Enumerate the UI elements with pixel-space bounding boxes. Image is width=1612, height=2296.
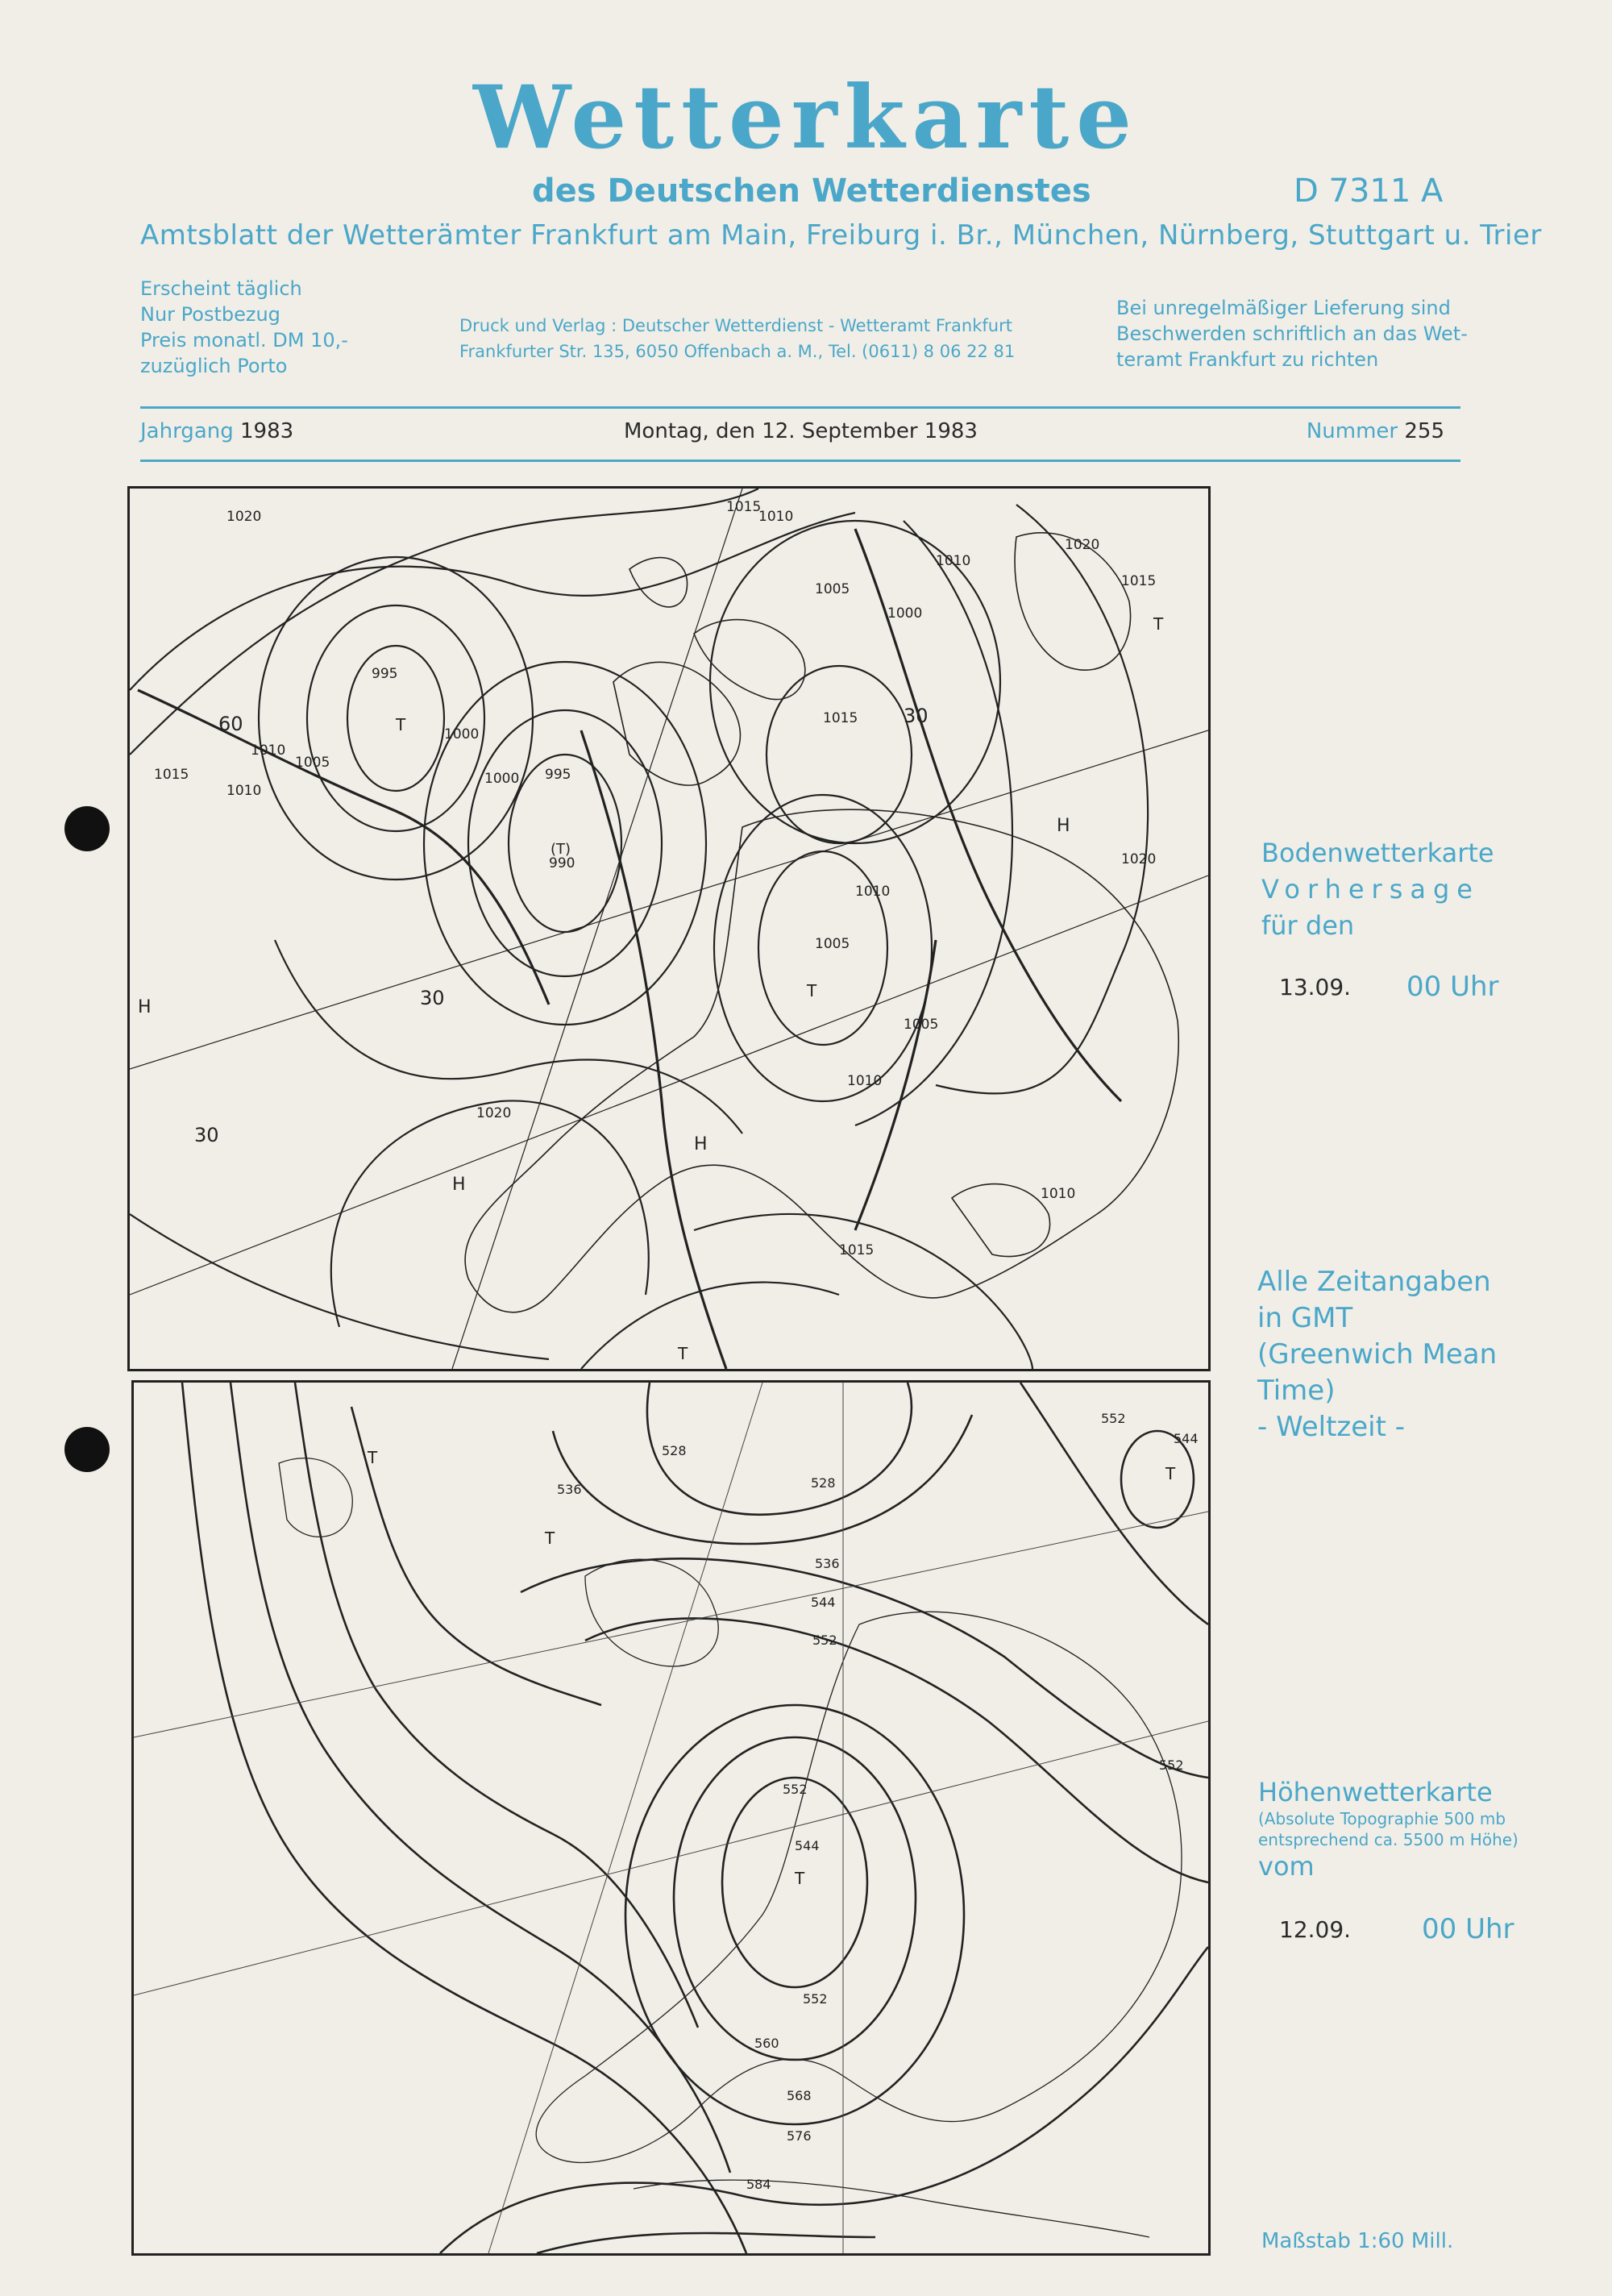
upper-map-caption bbox=[1258, 1776, 1519, 1882]
map-label: H bbox=[138, 997, 152, 1017]
contour bbox=[231, 1383, 730, 2173]
upper-map-date: 12.09. bbox=[1279, 1916, 1352, 1943]
map-label: H bbox=[694, 1134, 708, 1154]
map-label: 1015 bbox=[154, 767, 189, 783]
caption-detail: (Absolute Topographie 500 mb bbox=[1258, 1809, 1506, 1828]
isobar bbox=[936, 505, 1148, 1093]
document-code: D 7311 A bbox=[1294, 173, 1444, 210]
map-label: 1010 bbox=[251, 742, 286, 759]
contour bbox=[625, 1705, 964, 2124]
map-label: H bbox=[452, 1175, 466, 1195]
map-scale: Maßstab 1:60 Mill. bbox=[1261, 2229, 1454, 2253]
coast bbox=[279, 1458, 352, 1537]
note-line: Time) bbox=[1257, 1375, 1336, 1407]
map-label: 1015 bbox=[823, 710, 858, 726]
contour bbox=[521, 1558, 1208, 1778]
map-label: 1020 bbox=[476, 1105, 512, 1121]
map-label: 1010 bbox=[758, 509, 794, 525]
map-label: T bbox=[545, 1529, 555, 1548]
surface-fronts bbox=[138, 529, 1121, 1369]
masthead-title: Wetterkarte bbox=[473, 67, 1139, 168]
contour bbox=[351, 1407, 601, 1705]
grid-line bbox=[452, 489, 742, 1369]
info-line: Nur Postbezug bbox=[140, 303, 280, 326]
caption-line: Vorhersage bbox=[1261, 874, 1480, 905]
map-label: 1005 bbox=[295, 755, 330, 771]
issue-date: Montag, den 12. September 1983 bbox=[624, 419, 978, 443]
map-label: 30 bbox=[904, 705, 929, 727]
map-label: T bbox=[807, 981, 817, 1000]
map-label: 1020 bbox=[226, 509, 262, 525]
upper-map-hour: 00 Uhr bbox=[1422, 1913, 1514, 1945]
map-label: H bbox=[1057, 816, 1070, 836]
surface-map-drawing bbox=[130, 489, 1208, 1369]
caption-detail: entsprechend ca. 5500 m Höhe) bbox=[1258, 1830, 1519, 1849]
isobar bbox=[331, 1100, 649, 1327]
note-line: Alle Zeitangaben bbox=[1257, 1266, 1491, 1298]
time-note bbox=[1257, 1264, 1497, 1445]
map-label: T bbox=[1165, 1464, 1176, 1483]
isobar bbox=[694, 1214, 1032, 1369]
divider-top bbox=[140, 406, 1460, 409]
map-label: T bbox=[795, 1869, 805, 1888]
map-label: 995 bbox=[372, 666, 398, 682]
contour bbox=[182, 1383, 746, 2253]
map-label: 1000 bbox=[444, 726, 480, 742]
number-label: Nummer bbox=[1306, 419, 1398, 443]
surface-map-caption bbox=[1261, 835, 1494, 944]
info-line: Frankfurter Str. 135, 6050 Offenbach a. M., Tel. (0611) 8 06 22 81 bbox=[459, 342, 1016, 361]
map-label: T bbox=[1153, 614, 1164, 634]
map-label: 990 bbox=[549, 855, 575, 871]
subscription-info bbox=[140, 276, 348, 379]
caption-line: für den bbox=[1261, 910, 1355, 941]
surface-map-date: 13.09. bbox=[1279, 974, 1352, 1000]
year-value: 1983 bbox=[240, 419, 294, 443]
map-label: 552 bbox=[1159, 1757, 1184, 1773]
map-label: 528 bbox=[662, 1443, 687, 1458]
isobar bbox=[275, 940, 742, 1133]
map-label: 584 bbox=[746, 2177, 771, 2192]
map-label: 995 bbox=[545, 767, 571, 783]
caption-line: vom bbox=[1258, 1851, 1315, 1882]
info-line: Bei unregelmäßiger Lieferung sind bbox=[1116, 297, 1451, 319]
map-label: 544 bbox=[1174, 1431, 1199, 1446]
surface-isobars bbox=[130, 489, 1148, 1369]
coast bbox=[613, 662, 740, 785]
map-label: 552 bbox=[783, 1782, 808, 1797]
upper-map-labels bbox=[367, 1411, 1199, 2192]
map-label: 30 bbox=[194, 1124, 219, 1146]
isobar bbox=[130, 513, 855, 690]
isobar bbox=[710, 521, 1000, 843]
map-label: 560 bbox=[754, 2036, 779, 2051]
contour bbox=[295, 1383, 698, 2028]
info-line: teramt Frankfurt zu richten bbox=[1116, 348, 1379, 371]
coast bbox=[536, 1612, 1182, 2162]
isobar bbox=[767, 666, 912, 843]
map-label: 1015 bbox=[1121, 573, 1157, 589]
map-label: 1020 bbox=[1121, 851, 1157, 867]
map-label: 552 bbox=[803, 1991, 828, 2007]
info-line: Erscheint täglich bbox=[140, 277, 302, 300]
grid-line bbox=[488, 1383, 762, 2253]
info-line: zuzüglich Porto bbox=[140, 355, 288, 377]
info-line: Beschwerden schriftlich an das Wet- bbox=[1116, 322, 1468, 345]
info-line: Druck und Verlag : Deutscher Wetterdienst - Wetteramt Frankfurt bbox=[459, 316, 1012, 335]
divider-bottom bbox=[140, 460, 1460, 462]
offices-line: Amtsblatt der Wetterämter Frankfurt am Main, Freiburg i. Br., München, Nürnberg, Stuttgart u. Trier bbox=[140, 219, 1542, 252]
map-label: 528 bbox=[811, 1475, 836, 1491]
front bbox=[138, 690, 549, 1004]
map-label: 1010 bbox=[855, 884, 891, 900]
masthead-subtitle: des Deutschen Wetterdienstes bbox=[532, 173, 1091, 210]
contour bbox=[553, 1415, 972, 1544]
map-label: (T) bbox=[550, 841, 571, 858]
year-label: Jahrgang bbox=[140, 419, 234, 443]
info-line: Preis monatl. DM 10,- bbox=[140, 329, 348, 351]
coast bbox=[629, 558, 688, 607]
coast bbox=[1015, 533, 1130, 670]
map-label: 1000 bbox=[484, 771, 520, 787]
grid-line bbox=[134, 1512, 1208, 1737]
note-line: in GMT bbox=[1257, 1302, 1353, 1334]
coast bbox=[952, 1184, 1050, 1257]
map-label: 1015 bbox=[839, 1242, 875, 1258]
grid-line bbox=[130, 876, 1208, 1295]
map-label: 60 bbox=[218, 713, 243, 735]
upper-air-map bbox=[131, 1380, 1211, 2256]
surface-map-hour: 00 Uhr bbox=[1406, 971, 1499, 1003]
map-label: T bbox=[396, 715, 406, 734]
upper-grid bbox=[134, 1383, 1208, 2253]
punch-hole bbox=[64, 806, 110, 851]
map-label: 1010 bbox=[936, 553, 971, 569]
map-label: 1005 bbox=[815, 581, 850, 597]
upper-map-drawing bbox=[134, 1383, 1208, 2253]
punch-hole bbox=[64, 1427, 110, 1472]
contour bbox=[585, 1618, 1208, 1882]
coast bbox=[585, 1559, 718, 1666]
complaints-info bbox=[1116, 295, 1468, 372]
note-line: (Greenwich Mean bbox=[1257, 1338, 1498, 1371]
map-label: 552 bbox=[1101, 1411, 1126, 1426]
caption-line: Bodenwetterkarte bbox=[1261, 838, 1494, 868]
map-label: 1020 bbox=[1065, 537, 1100, 553]
map-label: 1005 bbox=[815, 936, 850, 952]
map-label: T bbox=[368, 1448, 378, 1467]
map-label: 1010 bbox=[226, 783, 262, 799]
map-label: 30 bbox=[420, 987, 445, 1009]
publisher-info bbox=[459, 313, 1015, 364]
map-label: T bbox=[678, 1344, 688, 1363]
map-label: 1010 bbox=[1041, 1186, 1076, 1202]
surface-map-labels bbox=[138, 499, 1164, 1363]
contour bbox=[537, 2233, 875, 2253]
height-contours bbox=[182, 1383, 1208, 2253]
note-line: - Weltzeit - bbox=[1257, 1411, 1406, 1443]
isobar bbox=[130, 1214, 549, 1359]
map-label: 1010 bbox=[847, 1073, 883, 1089]
map-label: 544 bbox=[811, 1595, 836, 1610]
map-label: 1000 bbox=[887, 605, 923, 622]
map-label: 552 bbox=[812, 1633, 837, 1648]
isobar bbox=[855, 521, 1012, 1125]
map-label: 536 bbox=[557, 1482, 582, 1497]
contour bbox=[647, 1383, 912, 1515]
map-label: 576 bbox=[787, 2128, 812, 2144]
map-label: 568 bbox=[787, 2088, 812, 2103]
front bbox=[581, 730, 726, 1369]
surface-weather-map bbox=[127, 486, 1211, 1371]
caption-line: Höhenwetterkarte bbox=[1258, 1777, 1493, 1807]
map-label: 1015 bbox=[726, 499, 762, 515]
map-label: 1005 bbox=[904, 1017, 939, 1033]
map-label: 536 bbox=[815, 1556, 840, 1571]
map-label: 544 bbox=[795, 1838, 820, 1853]
number-value: 255 bbox=[1404, 419, 1444, 443]
upper-coastlines bbox=[279, 1458, 1182, 2237]
